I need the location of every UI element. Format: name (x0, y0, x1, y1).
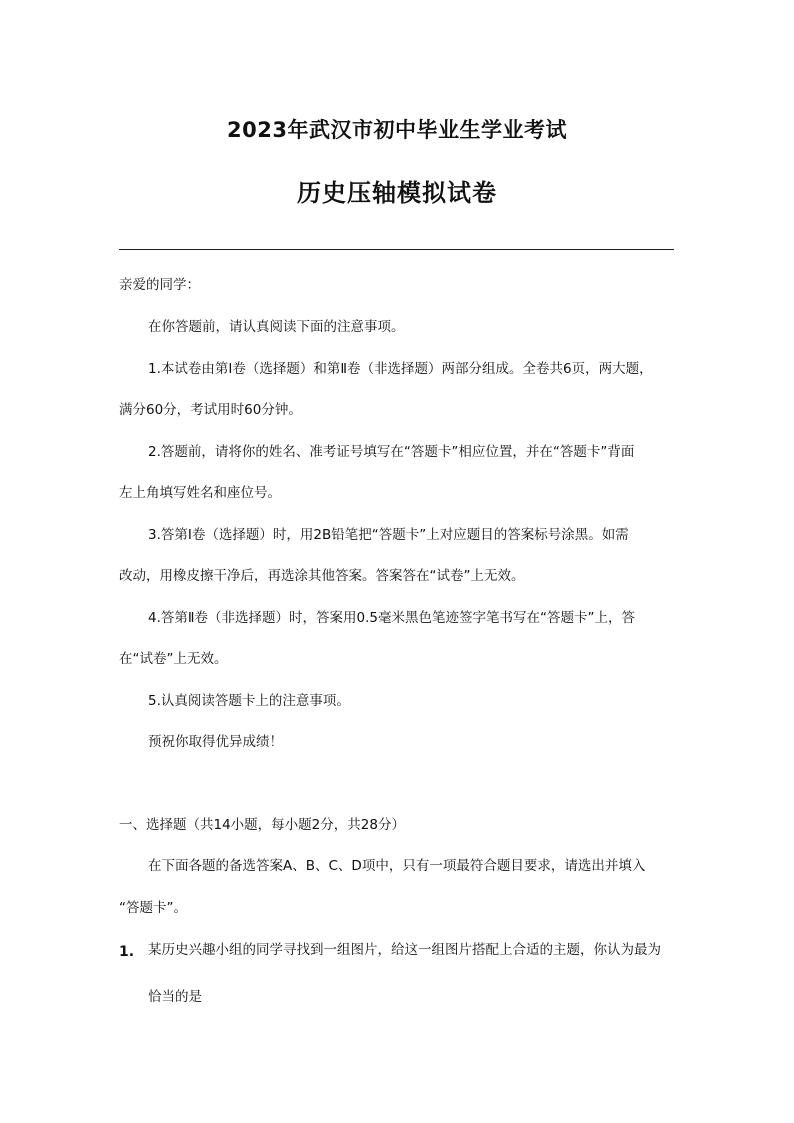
notice-item-2-line-2: 左上角填写姓名和座位号。 (119, 485, 281, 501)
salutation: 亲爱的同学： (119, 277, 200, 293)
header-divider (119, 249, 674, 250)
question-1-number: 1. (119, 944, 135, 960)
notice-item-3-line-1: 3.答第Ⅰ卷（选择题）时，用2B铅笔把“答题卡”上对应题目的答案标号涂黑。如需 (148, 527, 629, 543)
question-1-text-line-2: 恰当的是 (148, 989, 202, 1005)
notice-item-4-line-1: 4.答第Ⅱ卷（非选择题）时，答案用0.5毫米黑色笔迹签字笔书写在“答题卡”上，答 (148, 610, 635, 626)
question-1-text-line-1: 某历史兴趣小组的同学寻找到一组图片，给这一组图片搭配上合适的主题，你认为最为 (148, 942, 661, 958)
notice-intro: 在你答题前，请认真阅读下面的注意事项。 (148, 319, 405, 335)
section-1-instruction-line-1: 在下面各题的备选答案A、B、C、D项中，只有一项最符合题目要求，请选出并填入 (148, 858, 646, 874)
exam-subtitle: 历史压轴模拟试卷 (297, 179, 497, 207)
good-luck-wish: 预祝你取得优异成绩！ (148, 734, 283, 750)
section-1-instruction-line-2: “答题卡”。 (119, 900, 187, 916)
section-1-heading: 一、选择题（共14小题，每小题2分，共28分） (119, 817, 405, 833)
notice-item-4-line-2: 在“试卷”上无效。 (119, 651, 228, 667)
notice-item-3-line-2: 改动，用橡皮擦干净后，再选涂其他答案。答案答在“试卷”上无效。 (119, 568, 525, 584)
notice-item-1-line-1: 1.本试卷由第Ⅰ卷（选择题）和第Ⅱ卷（非选择题）两部分组成。全卷共6页，两大题， (148, 361, 653, 377)
notice-item-2-line-1: 2.答题前，请将你的姓名、准考证号填写在“答题卡”相应位置，并在“答题卡”背面 (148, 444, 635, 460)
notice-item-5: 5.认真阅读答题卡上的注意事项。 (148, 693, 350, 709)
exam-title: 2023年武汉市初中毕业生学业考试 (227, 118, 567, 142)
notice-item-1-line-2: 满分60分，考试用时60分钟。 (119, 402, 302, 418)
